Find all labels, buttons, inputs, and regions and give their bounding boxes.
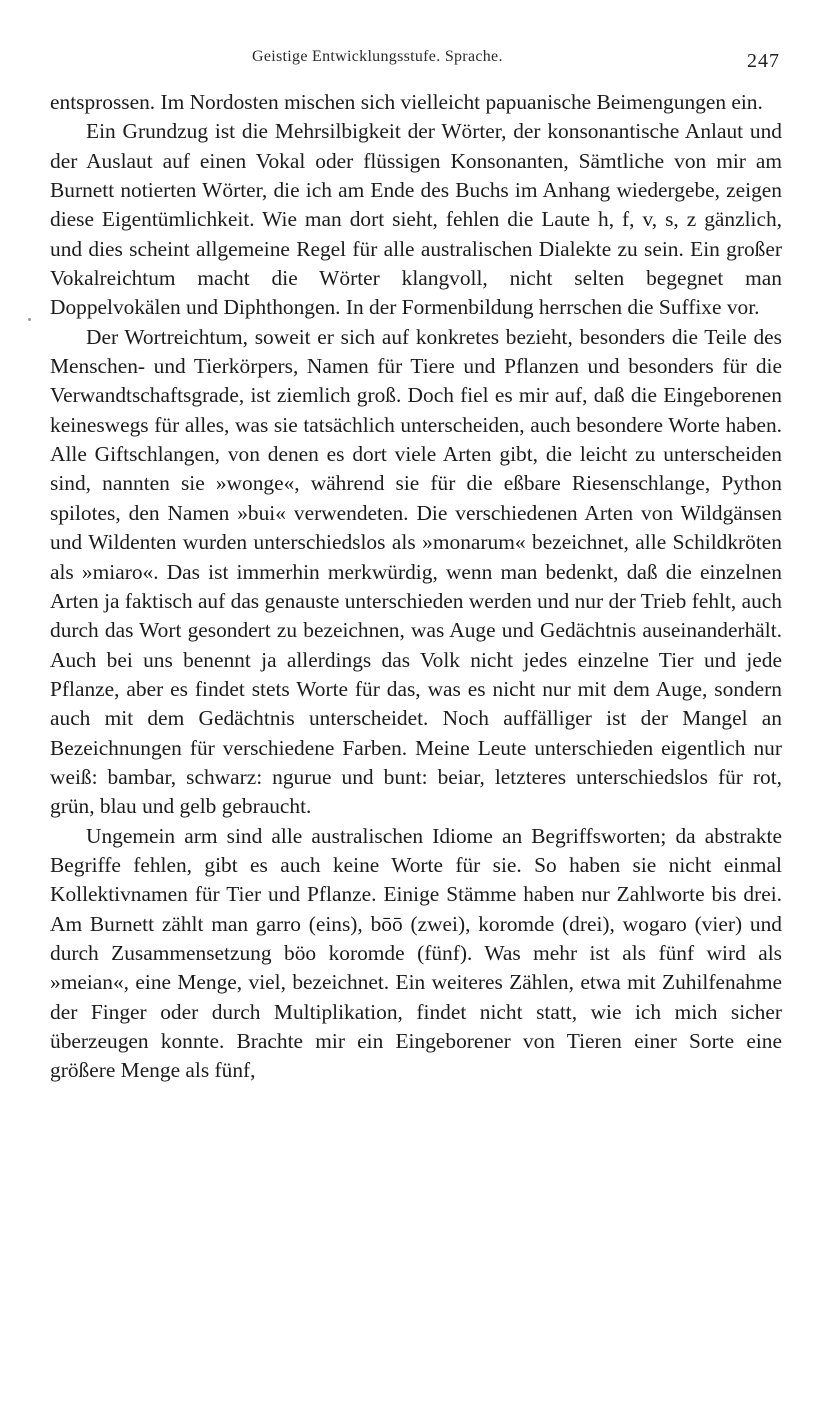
margin-mark (28, 318, 31, 321)
page-number: 247 (747, 50, 780, 72)
paragraph-continued: entsprossen. Im Nordosten mischen sich vielleicht papuanische Beimengungen ein. (50, 90, 763, 114)
paragraph-abstract-terms: Ungemein arm sind alle australischen Idiome an Begriffsworten; da abstrakte Begriffe fehlen, gibt es auch keine Worte für sie. So haben sie nicht einmal Kollektivnamen für Tier und Pflanze. Einige Stämme haben nur Zahlworte bis drei. Am Burnett zählt man garro (eins), bōō (zwei), koromde (drei), wogaro (vier) und durch Zusammensetzung böo koromde (fünf). Was mehr ist als fünf wird als »meian«, eine Menge, viel, bezeichnet. Ein weiteres Zählen, etwa mit Zuhilfenahme der Finger oder durch Multiplikation, findet nicht statt, wie ich mich sicher überzeugen konnte. Brachte mir ein Eingeborener von Tieren einer Sorte eine größere Menge als fünf, (50, 823, 782, 1083)
body-text (50, 88, 782, 1086)
running-title: Geistige Entwicklungsstufe. Sprache. (252, 48, 503, 65)
paragraph-vocabulary: Der Wortreichtum, soweit er sich auf konkretes bezieht, besonders die Teile des Menschen- und Tierkörpers, Namen für Tiere und Pflanzen und besonders für die Verwandtschaftsgrade, ist ziemlich groß. Doch fiel es mir auf, daß die Eingeborenen keineswegs für alles, was sie tatsächlich unterscheiden, auch besondere Worte haben. Alle Giftschlangen, von denen es dort viele Arten gibt, die leicht zu unterscheiden sind, nannten sie »wonge«, während sie für die eßbare Riesenschlange, Python spilotes, den Namen »bui« verwendeten. Die verschiedenen Arten von Wildgänsen und Wildenten wurden unterschiedslos als »monarum« bezeichnet, alle Schildkröten als »miaro«. Das ist immerhin merkwürdig, wenn man bedenkt, daß die einzelnen Arten ja faktisch auf das genauste unterschieden werden und nur der Trieb fehlt, auch durch das Wort gesondert zu bezeichnen, was Auge und Gedächtnis auseinanderhält. Auch bei uns benennt ja allerdings das Volk nicht jedes einzelne Tier und jede Pflanze, aber es findet stets Worte für das, was es nicht nur mit dem Auge, sondern auch mit dem Gedächtnis unterscheidet. Noch auffälliger ist der Mangel an Bezeichnungen für verschiedene Farben. Meine Leute unterschieden eigentlich nur weiß: bambar, schwarz: ngurue und bunt: beiar, letzteres unterschiedslos für rot, grün, blau und gelb gebraucht. (50, 324, 782, 819)
paragraph-word-structure: Ein Grundzug ist die Mehrsilbigkeit der Wörter, der konsonantische Anlaut und der Auslaut auf einen Vokal oder flüssigen Konsonanten, Sämtliche von mir am Burnett notierten Wörter, die ich am Ende des Buchs im Anhang wiedergebe, zeigen diese Eigentümlichkeit. Wie man dort sieht, fehlen die Laute h, f, v, s, z gänzlich, und dies scheint allgemeine Regel für alle australischen Dialekte zu sein. Ein großer Vokalreichtum macht die Wörter klangvoll, nicht selten begegnet man Doppelvokälen und Diphthongen. In der Formenbildung herrschen die Suffixe vor. (50, 119, 782, 320)
